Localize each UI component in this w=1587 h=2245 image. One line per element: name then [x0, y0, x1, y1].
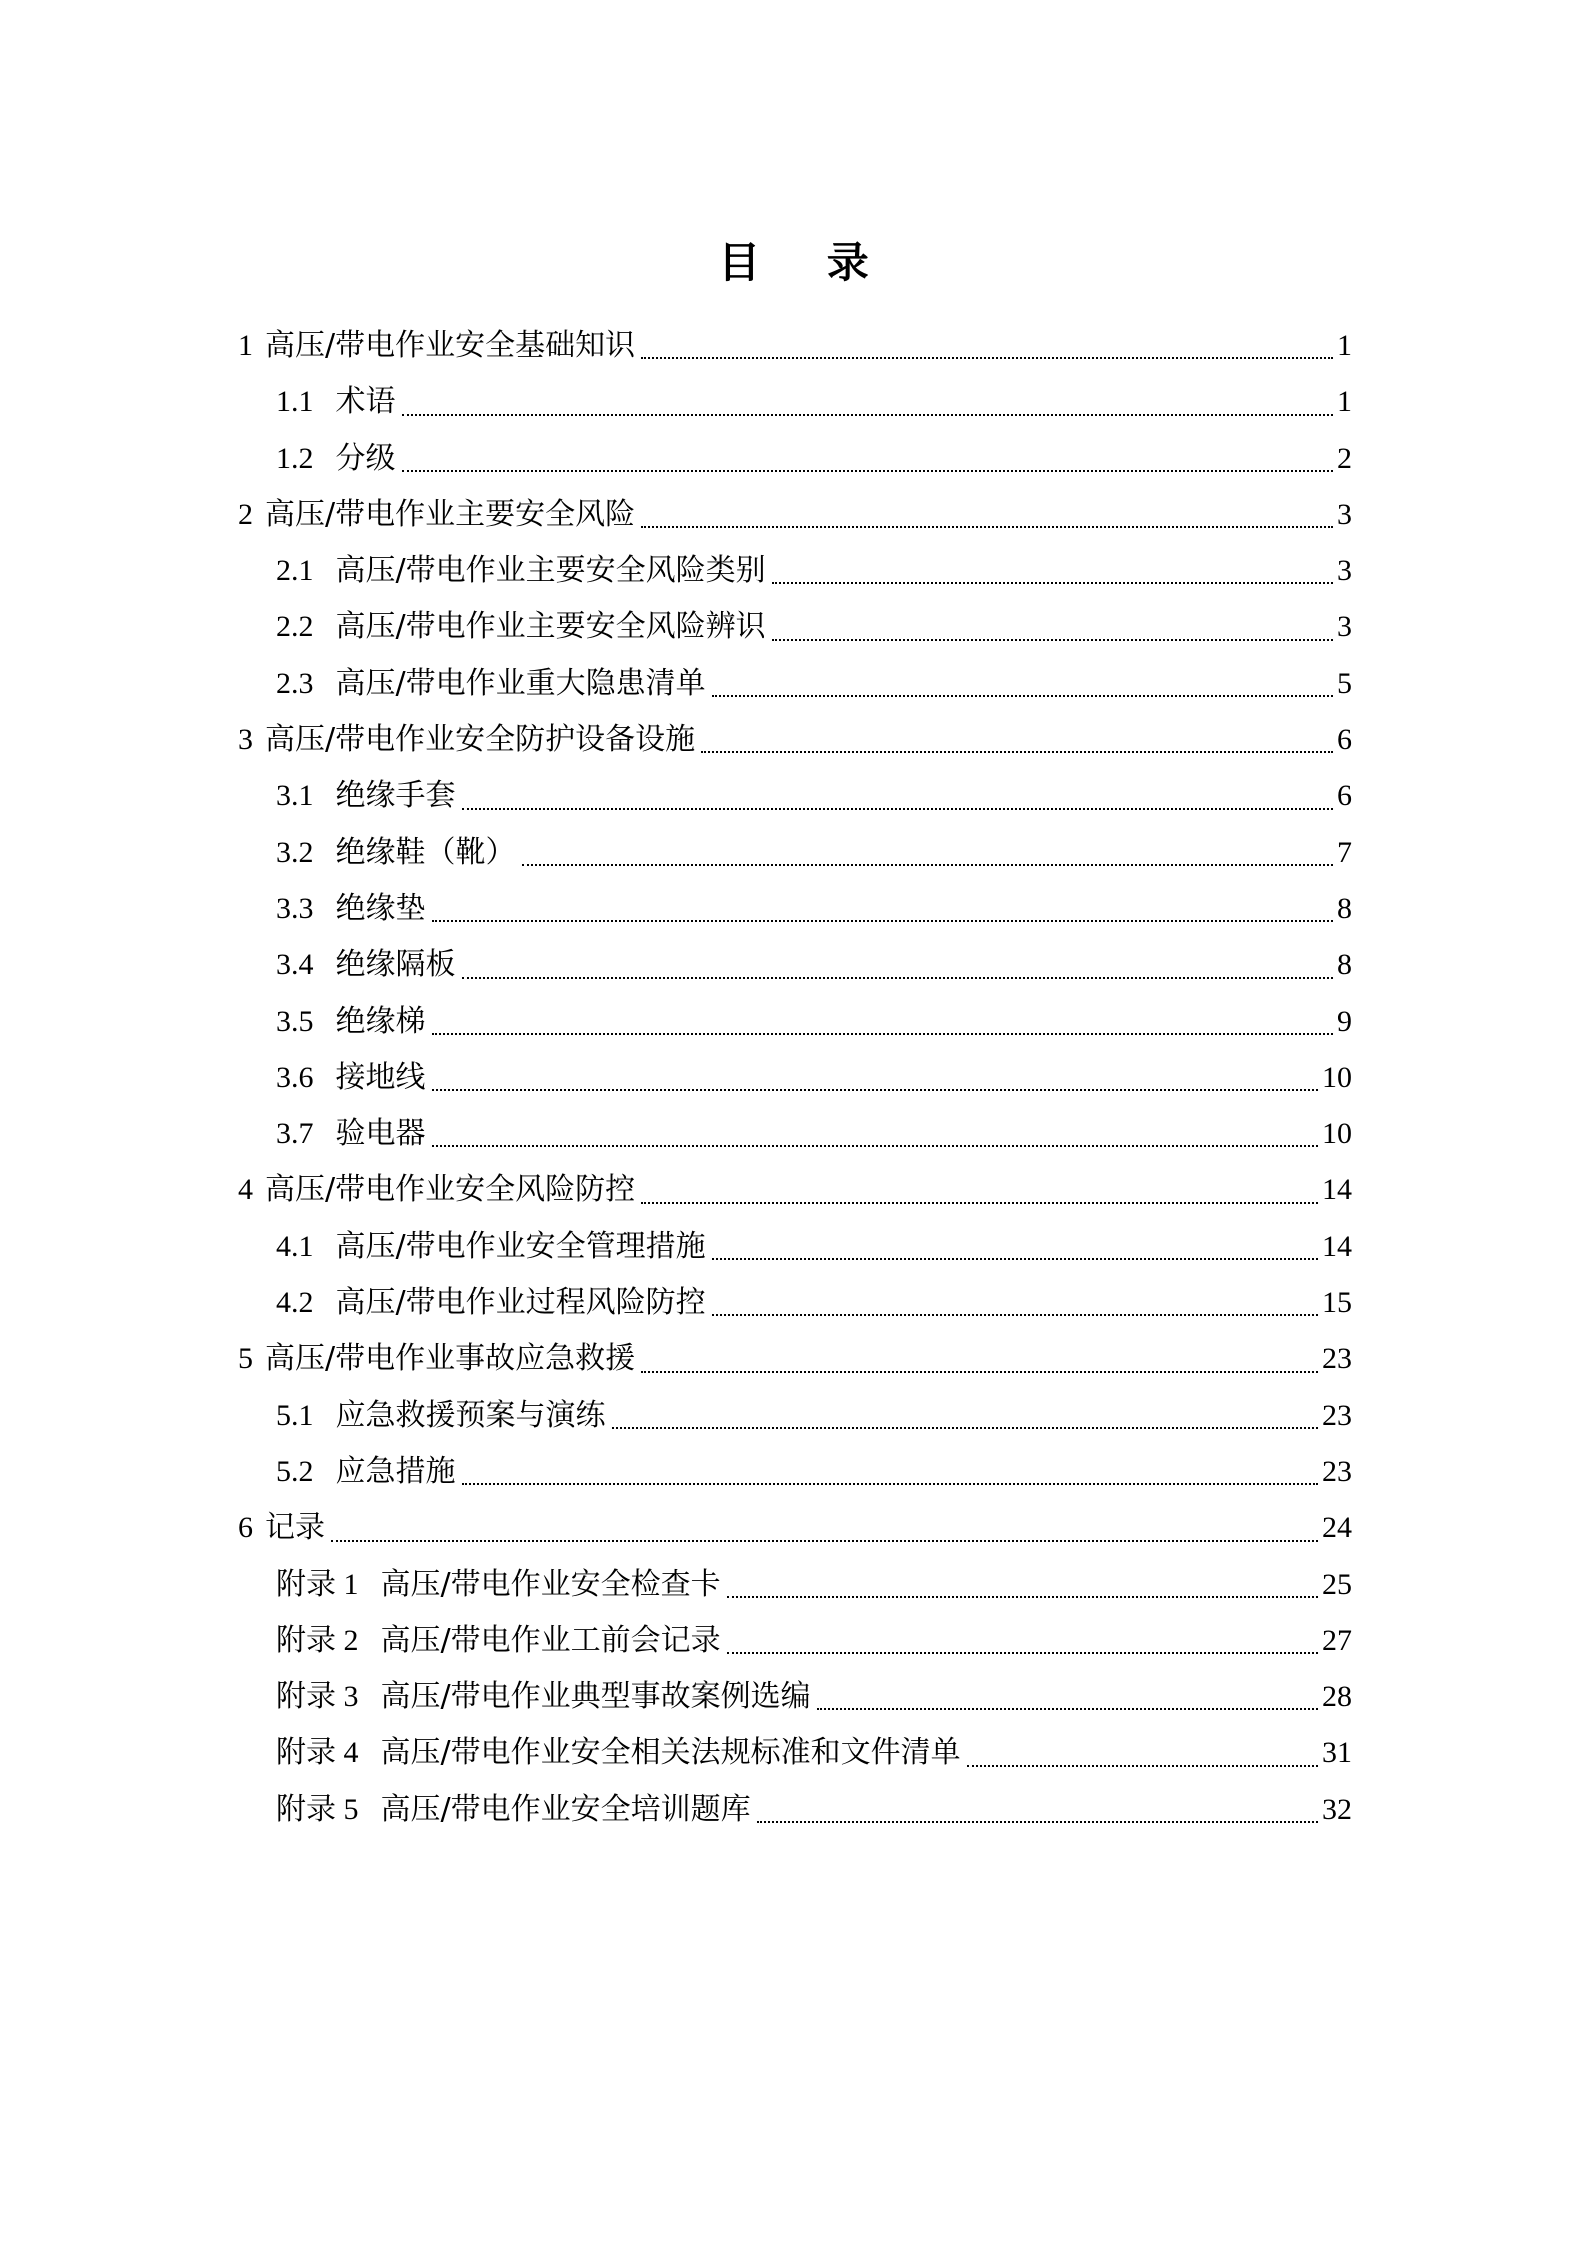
toc-entry-title: 高压/带电作业典型事故案例选编 [380, 1679, 811, 1715]
toc-entry-number: 3.5 [276, 1004, 314, 1038]
toc-entry[interactable] [238, 1162, 1352, 1218]
toc-entry-number: 附录 4 [276, 1736, 359, 1770]
toc-entry-number: 2.2 [276, 610, 314, 644]
toc-dot-leader [641, 1162, 1318, 1218]
toc-entry[interactable] [238, 487, 1352, 543]
toc-entry[interactable] [238, 656, 1352, 712]
toc-entry[interactable] [238, 1275, 1352, 1331]
toc-entry[interactable] [238, 1613, 1352, 1669]
toc-entry-number: 附录 3 [276, 1680, 359, 1714]
toc-entry-page-number: 14 [1322, 1173, 1352, 1207]
toc-dot-leader [817, 1669, 1318, 1725]
toc-dot-leader [712, 1275, 1318, 1331]
toc-entry-number: 1.2 [276, 441, 314, 475]
toc-entry[interactable] [238, 1725, 1352, 1781]
toc-entry-title: 接地线 [335, 1059, 426, 1095]
toc-entry-number: 3.4 [276, 948, 314, 982]
toc-dot-leader [712, 656, 1333, 712]
toc-entry-number: 6 [238, 1511, 253, 1545]
toc-entry-number: 2 [238, 497, 253, 531]
toc-entry[interactable] [238, 1500, 1352, 1556]
toc-entry-page-number: 7 [1337, 835, 1352, 869]
toc-entry-number: 3.7 [276, 1117, 314, 1151]
toc-entry-page-number: 8 [1337, 891, 1352, 925]
toc-entry-title: 绝缘垫 [335, 890, 426, 926]
toc-entry-number: 5.2 [276, 1454, 314, 1488]
toc-entry-title: 高压/带电作业工前会记录 [380, 1622, 721, 1658]
toc-entry-page-number: 14 [1322, 1229, 1352, 1263]
toc-entry-title: 高压/带电作业主要安全风险类别 [335, 553, 766, 589]
toc-entry-number: 1.1 [276, 385, 314, 419]
toc-entry-number: 3.1 [276, 779, 314, 813]
toc-dot-leader [432, 994, 1334, 1050]
toc-entry-number: 5.1 [276, 1398, 314, 1432]
toc-entry-page-number: 2 [1337, 441, 1352, 475]
toc-entry-number: 3 [238, 723, 253, 757]
toc-entry-number: 3.2 [276, 835, 314, 869]
toc-entry-number: 2.3 [276, 666, 314, 700]
toc-entry-title: 高压/带电作业安全培训题库 [380, 1791, 751, 1827]
toc-entry-title: 绝缘梯 [335, 1003, 426, 1039]
toc-entry-page-number: 10 [1322, 1117, 1352, 1151]
toc-entry-page-number: 28 [1322, 1680, 1352, 1714]
toc-entry-page-number: 23 [1322, 1398, 1352, 1432]
toc-entry-page-number: 25 [1322, 1567, 1352, 1601]
toc-entry-page-number: 5 [1337, 666, 1352, 700]
toc-entry-page-number: 31 [1322, 1736, 1352, 1770]
toc-entry-number: 附录 2 [276, 1623, 359, 1657]
toc-dot-leader [641, 1331, 1318, 1387]
toc-dot-leader [402, 431, 1334, 487]
toc-entry-number: 附录 5 [276, 1792, 359, 1826]
toc-entry-title: 高压/带电作业安全防护设备设施 [265, 722, 696, 758]
toc-dot-leader [712, 1219, 1318, 1275]
toc-entry-title: 分级 [335, 440, 396, 476]
table-of-contents [238, 318, 1352, 1838]
toc-entry[interactable] [238, 937, 1352, 993]
toc-entry-title: 绝缘鞋（靴） [335, 834, 516, 870]
toc-entry[interactable] [238, 881, 1352, 937]
toc-entry-title: 高压/带电作业安全管理措施 [335, 1228, 706, 1264]
toc-entry-number: 3.3 [276, 891, 314, 925]
toc-entry-number: 4.1 [276, 1229, 314, 1263]
toc-dot-leader [432, 1050, 1319, 1106]
toc-entry[interactable] [238, 1219, 1352, 1275]
toc-entry-title: 高压/带电作业事故应急救援 [265, 1341, 636, 1377]
toc-entry-page-number: 3 [1337, 610, 1352, 644]
toc-entry-page-number: 23 [1322, 1454, 1352, 1488]
toc-entry[interactable] [238, 825, 1352, 881]
toc-dot-leader [727, 1613, 1318, 1669]
toc-entry-page-number: 6 [1337, 779, 1352, 813]
toc-entry[interactable] [238, 318, 1352, 374]
toc-entry-page-number: 3 [1337, 554, 1352, 588]
toc-entry[interactable] [238, 543, 1352, 599]
toc-dot-leader [641, 318, 1333, 374]
toc-entry-page-number: 3 [1337, 497, 1352, 531]
toc-dot-leader [462, 768, 1334, 824]
toc-dot-leader [772, 599, 1333, 655]
toc-dot-leader [432, 1106, 1319, 1162]
toc-entry[interactable] [238, 431, 1352, 487]
toc-entry-title: 高压/带电作业主要安全风险辨识 [335, 609, 766, 645]
toc-entry-title: 记录 [265, 1510, 325, 1546]
toc-dot-leader [727, 1557, 1318, 1613]
toc-entry-title: 高压/带电作业过程风险防控 [335, 1285, 706, 1321]
toc-entry-page-number: 6 [1337, 723, 1352, 757]
toc-dot-leader [701, 712, 1333, 768]
toc-entry[interactable] [238, 1782, 1352, 1838]
toc-entry-page-number: 1 [1337, 329, 1352, 362]
toc-entry-number: 1 [238, 329, 253, 362]
toc-entry-page-number: 9 [1337, 1004, 1352, 1038]
toc-entry-number: 5 [238, 1342, 253, 1376]
toc-entry[interactable] [238, 1669, 1352, 1725]
toc-entry-title: 应急措施 [335, 1453, 456, 1489]
toc-entry-title: 高压/带电作业重大隐患清单 [335, 665, 706, 701]
toc-entry-title: 高压/带电作业安全检查卡 [380, 1566, 721, 1602]
toc-entry-title: 高压/带电作业安全相关法规标准和文件清单 [380, 1735, 961, 1771]
toc-entry-title: 高压/带电作业主要安全风险 [265, 496, 636, 532]
toc-entry-page-number: 27 [1322, 1623, 1352, 1657]
toc-entry-title: 术语 [335, 384, 396, 420]
page-title: 目 录 [718, 238, 895, 288]
toc-entry-title: 绝缘隔板 [335, 947, 456, 983]
toc-dot-leader [772, 543, 1333, 599]
toc-entry[interactable] [238, 1050, 1352, 1106]
toc-entry[interactable] [238, 768, 1352, 824]
toc-entry[interactable] [238, 1331, 1352, 1387]
toc-entry-title: 验电器 [335, 1116, 426, 1152]
toc-dot-leader [757, 1782, 1318, 1838]
toc-entry-page-number: 8 [1337, 948, 1352, 982]
toc-entry[interactable] [238, 1444, 1352, 1500]
toc-entry-title: 高压/带电作业安全风险防控 [265, 1172, 636, 1208]
toc-entry[interactable] [238, 1557, 1352, 1613]
toc-dot-leader [331, 1500, 1318, 1556]
toc-entry-number: 3.6 [276, 1060, 314, 1094]
toc-dot-leader [967, 1725, 1318, 1781]
toc-entry-title: 绝缘手套 [335, 778, 456, 814]
toc-entry-page-number: 15 [1322, 1286, 1352, 1320]
toc-entry[interactable] [238, 994, 1352, 1050]
toc-entry-number: 4 [238, 1173, 253, 1207]
toc-entry-title: 高压/带电作业安全基础知识 [265, 328, 636, 363]
toc-dot-leader [462, 937, 1334, 993]
toc-dot-leader [402, 374, 1334, 430]
toc-entry-number: 附录 1 [276, 1567, 359, 1601]
toc-entry[interactable] [238, 1388, 1352, 1444]
toc-entry[interactable] [238, 374, 1352, 430]
toc-entry-page-number: 32 [1322, 1792, 1352, 1826]
toc-entry-page-number: 1 [1337, 385, 1352, 419]
toc-entry-title: 应急救援预案与演练 [335, 1397, 606, 1433]
toc-entry[interactable] [238, 1106, 1352, 1162]
toc-entry-page-number: 10 [1322, 1060, 1352, 1094]
toc-dot-leader [432, 881, 1334, 937]
toc-dot-leader [462, 1444, 1319, 1500]
toc-entry-number: 2.1 [276, 554, 314, 588]
toc-dot-leader [641, 487, 1333, 543]
toc-entry[interactable] [238, 599, 1352, 655]
toc-dot-leader [612, 1388, 1319, 1444]
toc-entry[interactable] [238, 712, 1352, 768]
toc-entry-page-number: 23 [1322, 1342, 1352, 1376]
toc-entry-page-number: 24 [1322, 1511, 1352, 1545]
toc-dot-leader [522, 825, 1334, 881]
toc-entry-number: 4.2 [276, 1286, 314, 1320]
